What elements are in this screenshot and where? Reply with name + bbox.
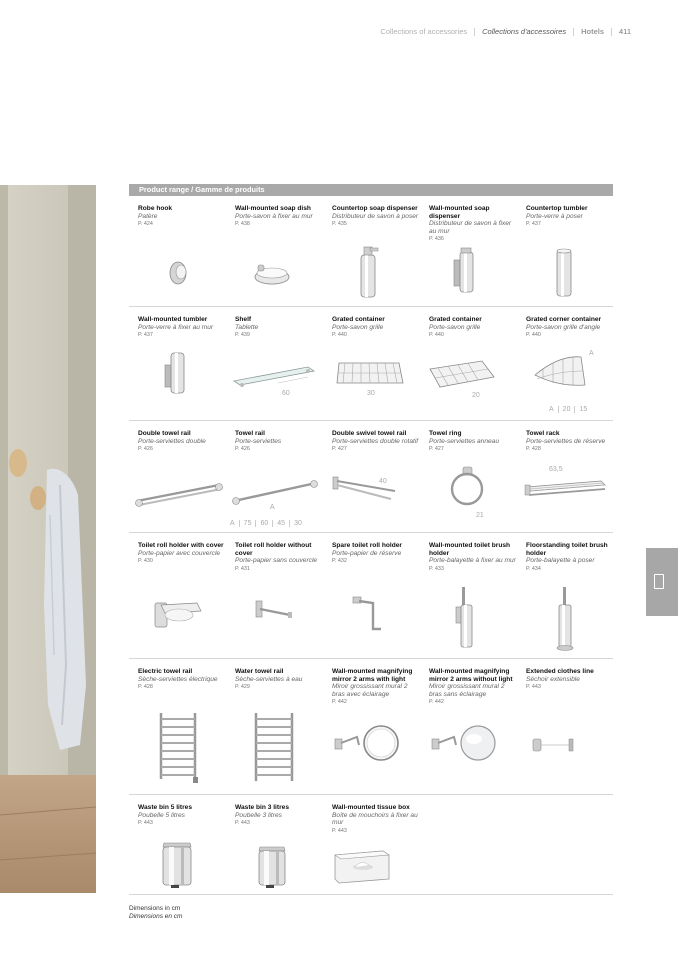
product-name-fr: Porte-serviettes de réserve	[526, 437, 606, 445]
product-page: P. 435	[332, 221, 347, 228]
towel-rack-icon	[519, 463, 612, 515]
product-name: Towel rail	[235, 430, 265, 437]
product-name: Wall-mounted magnifying mirror 2 arms with light	[332, 668, 413, 683]
double-towel-rail-icon	[131, 473, 224, 513]
swivel-towel-rail-icon	[325, 473, 418, 513]
product-cell	[420, 307, 517, 420]
soap-dish-icon	[228, 251, 321, 301]
product-name-fr: Porte-balayette à fixer au mur	[429, 557, 516, 565]
product-name: Towel rack	[526, 430, 560, 437]
roll-holder-cover-icon	[131, 595, 224, 635]
product-page: P. 436	[429, 236, 444, 243]
waste-bin-5-icon	[131, 837, 224, 891]
product-name: Waste bin 5 litres	[138, 804, 192, 811]
dimension-label: A	[270, 504, 275, 511]
product-name-fr: Porte-savon grille d'angle	[526, 323, 601, 331]
product-row	[129, 533, 613, 659]
product-row	[129, 659, 613, 795]
product-name-fr: Porte-verre à poser	[526, 212, 583, 220]
grated-container-icon	[325, 355, 418, 405]
dimension-value: A	[230, 520, 235, 527]
bathroom-photo	[0, 185, 96, 893]
electric-towel-rail-icon	[131, 709, 224, 787]
product-cell	[517, 659, 614, 794]
product-name: Double towel rail	[138, 430, 191, 437]
product-page: P. 428	[138, 684, 153, 691]
product-cell	[323, 307, 420, 420]
product-name-fr: Porte-serviettes	[235, 437, 282, 445]
product-name-fr: Porte-serviettes anneau	[429, 437, 500, 445]
product-name: Grated container	[429, 316, 482, 323]
product-cell	[420, 196, 517, 306]
robe-hook-icon	[131, 251, 224, 301]
product-cell	[129, 795, 226, 894]
product-page: P. 433	[429, 565, 444, 572]
product-cell	[129, 421, 226, 532]
product-name-fr: Miroir grossissant mural 2 bras sans éclairage	[429, 683, 505, 698]
product-page: P. 434	[526, 565, 541, 572]
waste-bin-3-icon	[228, 841, 321, 891]
product-cell	[323, 795, 420, 894]
product-page: P. 431	[235, 565, 250, 572]
product-page: P. 426	[138, 446, 153, 453]
product-name-fr: Distributeur de savon à poser	[332, 212, 419, 220]
product-page: P. 443	[526, 684, 541, 691]
product-page: P. 442	[429, 699, 444, 706]
product-cell	[129, 307, 226, 420]
product-page: P. 440	[429, 332, 444, 339]
product-name-fr: Porte-serviettes double rotatif	[332, 437, 419, 445]
dimension-label: A	[589, 350, 594, 357]
countertop-soap-dispenser-icon	[325, 241, 418, 301]
product-name: Wall-mounted soap dispenser	[429, 205, 490, 220]
tissue-box-icon	[325, 845, 418, 889]
product-page: P. 429	[235, 684, 250, 691]
product-name-fr: Patère	[138, 212, 158, 220]
product-name: Extended clothes line	[526, 668, 594, 675]
dimension-label: 63,5	[549, 466, 563, 473]
product-page: P. 424	[138, 221, 153, 228]
product-page: P. 437	[138, 332, 153, 339]
dimension-value: 75	[239, 520, 256, 527]
dimension-label: 30	[367, 390, 375, 397]
product-cell	[420, 533, 517, 658]
product-page: P. 443	[138, 820, 153, 827]
product-cell	[226, 659, 323, 794]
dimension-label: 21	[476, 512, 484, 519]
product-page: P. 443	[332, 827, 347, 834]
product-name: Water towel rail	[235, 668, 284, 675]
product-page: P. 443	[235, 820, 250, 827]
spare-roll-holder-icon	[325, 591, 418, 637]
product-name-fr: Poubelle 5 litres	[138, 811, 185, 819]
dimension-list	[545, 406, 591, 413]
dimension-value: A	[549, 406, 554, 413]
product-row	[129, 307, 613, 421]
product-cell	[226, 307, 323, 420]
product-name: Robe hook	[138, 205, 173, 212]
product-page: P. 426	[235, 446, 250, 453]
product-cell	[323, 421, 420, 532]
page-number: 411	[611, 28, 631, 36]
product-name-fr: Porte-savon à fixer au mur	[235, 212, 313, 220]
dimension-value: 45	[272, 520, 289, 527]
product-cell	[323, 533, 420, 658]
product-name: Toilet roll holder with cover	[138, 542, 224, 549]
product-cell	[323, 659, 420, 794]
product-cell	[420, 659, 517, 794]
product-page: P. 442	[332, 699, 347, 706]
running-header	[373, 28, 631, 36]
product-cell	[129, 533, 226, 658]
product-row	[129, 196, 613, 307]
dimension-value: 20	[558, 406, 575, 413]
product-name-fr: Porte-papier de réserve	[332, 549, 402, 557]
product-name: Countertop soap dispenser	[332, 205, 418, 212]
product-name-fr: Porte-serviettes double	[138, 437, 206, 445]
wall-soap-dispenser-icon	[422, 246, 515, 301]
product-page: P. 427	[332, 446, 347, 453]
product-cell	[323, 196, 420, 306]
dimension-label: 20	[472, 392, 480, 399]
product-name-fr: Tablette	[235, 323, 259, 331]
floor-brush-holder-icon	[519, 585, 612, 655]
product-page: P. 430	[138, 558, 153, 565]
mirror-light-icon	[325, 723, 418, 767]
product-name-fr: Distributeur de savon à fixer au mur	[429, 220, 512, 235]
section-bar: Product range / Gamme de produits	[129, 184, 613, 196]
product-page: P. 432	[332, 558, 347, 565]
product-page: P. 439	[235, 332, 250, 339]
product-name-fr: Porte-verre à fixer au mur	[138, 323, 214, 331]
water-towel-rail-icon	[228, 709, 321, 787]
accessory-icon	[654, 574, 664, 589]
product-name: Wall-mounted toilet brush holder	[429, 542, 511, 557]
dimension-label: 60	[282, 390, 290, 397]
product-name-fr: Porte-papier avec couvercle	[138, 549, 221, 557]
product-row	[129, 795, 613, 895]
product-name: Countertop tumbler	[526, 205, 588, 212]
product-name-fr: Porte-savon grille	[429, 323, 481, 331]
mirror-icon	[422, 723, 515, 767]
product-row	[129, 421, 613, 533]
countertop-tumbler-icon	[519, 244, 612, 301]
footer-dimensions-fr: Dimensions en cm	[129, 913, 183, 920]
product-name: Electric towel rail	[138, 668, 193, 675]
product-name: Wall-mounted soap dish	[235, 205, 311, 212]
product-cell	[129, 659, 226, 794]
product-name-fr: Porte-savon grille	[332, 323, 384, 331]
dimension-value: 60	[255, 520, 272, 527]
header-section: Hotels	[573, 28, 611, 36]
product-name-fr: Poubelle 3 litres	[235, 811, 282, 819]
product-cell	[226, 795, 323, 894]
dimension-value: 30	[289, 520, 306, 527]
header-collections-en: Collections of accessories	[380, 27, 468, 36]
product-page: P. 440	[526, 332, 541, 339]
product-cell	[517, 196, 614, 306]
product-name: Shelf	[235, 316, 252, 323]
footer-dimensions-en: Dimensions in cm	[129, 905, 181, 912]
dimension-value: 15	[574, 406, 591, 413]
clothes-line-icon	[519, 731, 612, 761]
product-name-fr: Porte-papier sans couvercle	[235, 557, 318, 565]
product-cell	[517, 533, 614, 658]
product-name-fr: Miroir grossissant mural 2 bras avec éclairage	[332, 683, 408, 698]
product-name-fr: Porte-balayette à poser	[526, 557, 595, 565]
wall-brush-holder-icon	[422, 585, 515, 655]
product-name: Grated corner container	[526, 316, 602, 323]
product-page: P. 428	[526, 446, 541, 453]
product-name-fr: Sèche-serviettes à eau	[235, 675, 303, 683]
grated-container-icon	[422, 355, 515, 405]
towel-rail-icon	[228, 471, 321, 515]
product-page: P. 438	[235, 221, 250, 228]
product-name-fr: Séchoir extensible	[526, 675, 580, 683]
product-cell	[226, 196, 323, 306]
product-name: Wall-mounted magnifying mirror 2 arms without light	[429, 668, 513, 683]
product-page: P. 440	[332, 332, 347, 339]
corner-container-icon	[519, 347, 612, 399]
product-name: Floorstanding toilet brush holder	[526, 542, 608, 557]
wall-tumbler-icon	[131, 349, 224, 399]
product-name: Grated container	[332, 316, 385, 323]
product-name-fr: Boîte de mouchoirs à fixer au mur	[332, 811, 418, 827]
product-name: Toilet roll holder without cover	[235, 542, 312, 557]
section-tab	[646, 548, 678, 616]
footer-note	[129, 905, 182, 921]
product-cell	[129, 196, 226, 306]
product-cell	[517, 307, 614, 420]
header-collections-fr: Collections d'accessoires	[474, 28, 573, 36]
product-name: Wall-mounted tumbler	[138, 316, 208, 323]
product-name: Spare toilet roll holder	[332, 542, 402, 549]
product-name: Double swivel towel rail	[332, 430, 407, 437]
product-name: Towel ring	[429, 430, 462, 437]
dimension-label: 40	[379, 478, 387, 485]
product-name: Waste bin 3 litres	[235, 804, 289, 811]
shelf-icon	[228, 355, 321, 405]
product-page: P. 437	[526, 221, 541, 228]
product-page: P. 427	[429, 446, 444, 453]
product-name: Wall-mounted tissue box	[332, 804, 410, 811]
dimension-list	[226, 520, 306, 527]
roll-holder-icon	[228, 595, 321, 635]
towel-ring-icon	[422, 465, 515, 519]
product-cell	[226, 421, 323, 532]
product-cell	[226, 533, 323, 658]
product-cell	[517, 421, 614, 532]
product-name-fr: Sèche-serviettes électrique	[138, 675, 218, 683]
product-cell	[420, 421, 517, 532]
